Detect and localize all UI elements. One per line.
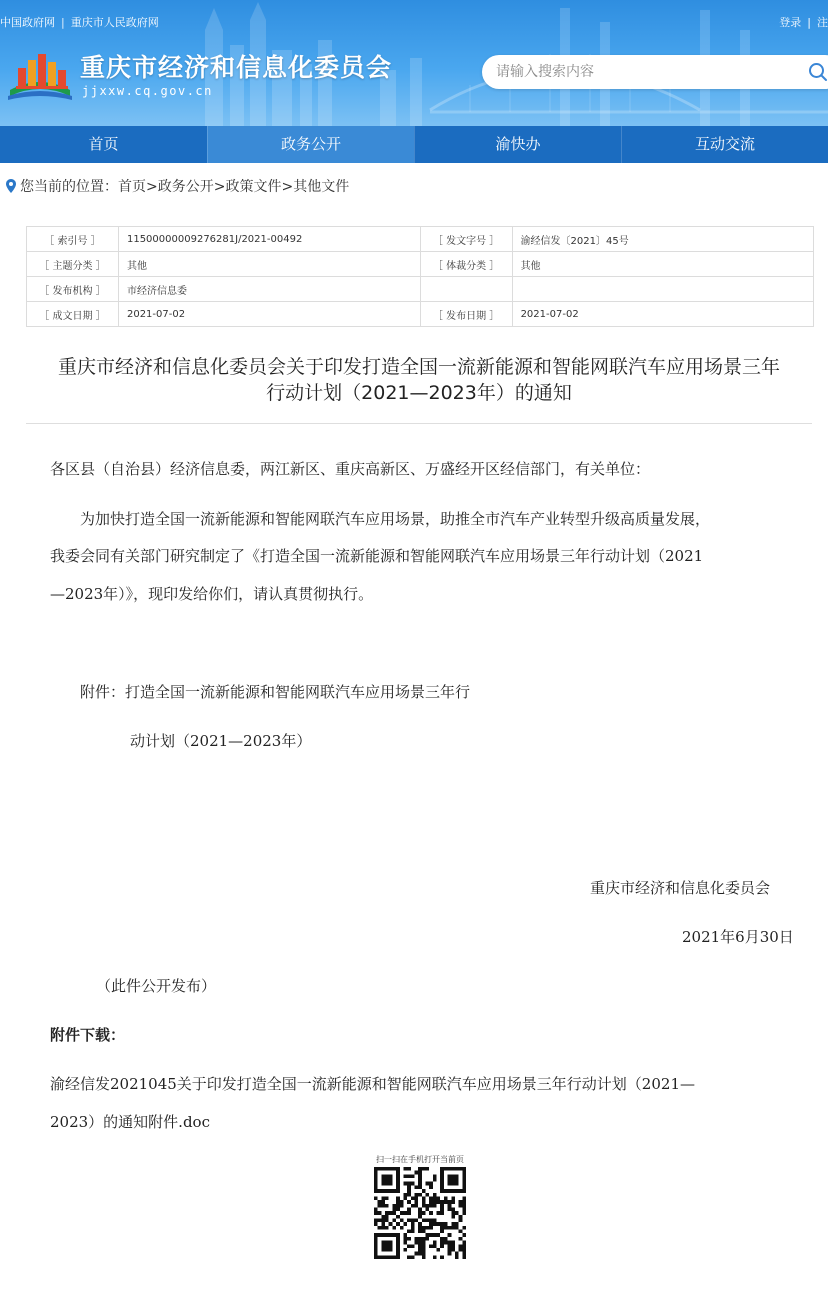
- table-row: [27, 227, 814, 252]
- breadcrumb-separator: >: [213, 179, 226, 195]
- body-paragraph-line: 为加快打造全国一流新能源和智能网联汽车应用场景，助推全市汽车产业转型升级高质量发展，: [80, 510, 711, 528]
- document-title-line: 行动计划（2021—2023年）的通知: [266, 382, 572, 404]
- register-link[interactable]: 注: [817, 16, 828, 29]
- body-paragraph-line: —2023年）》，现印发给你们，请认真贯彻执行。: [50, 585, 374, 603]
- breadcrumb-policy-documents[interactable]: 政策文件: [225, 179, 282, 195]
- qr-code-icon: [374, 1167, 466, 1259]
- breadcrumb-other-documents[interactable]: 其他文件: [293, 179, 350, 195]
- meta-label-written-date: ［ 成文日期 ］: [27, 302, 119, 327]
- meta-value-genre: 其他: [512, 252, 813, 277]
- breadcrumb-label: 您当前的位置：: [20, 179, 118, 195]
- breadcrumb-separator: >: [146, 179, 158, 195]
- meta-label-index-number: ［ 索引号 ］: [27, 227, 119, 252]
- qr-caption: 扫一扫在手机打开当前页: [376, 1155, 464, 1164]
- site-header: [0, 0, 828, 126]
- meta-label-publish-date: ［ 发布日期 ］: [420, 302, 512, 327]
- meta-value-publisher: 市经济信息委: [118, 277, 420, 302]
- attachment-download-link[interactable]: 2023）的通知附件.doc: [50, 1113, 210, 1131]
- publish-note: （此件公开发布）: [96, 977, 217, 995]
- breadcrumb-separator: >: [281, 179, 294, 195]
- breadcrumb-home[interactable]: 首页: [118, 179, 146, 195]
- meta-value-document-number: 渝经信发〔2021〕45号: [512, 227, 813, 252]
- meta-value-publish-date: 2021-07-02: [512, 302, 813, 327]
- breadcrumb: [6, 176, 349, 196]
- location-pin-icon: [6, 179, 16, 193]
- site-title[interactable]: 重庆市经济和信息化委员会: [80, 53, 393, 82]
- attachment-download-link[interactable]: 渝经信发2021045关于印发打造全国一流新能源和智能网联汽车应用场景三年行动计划（2021—: [50, 1075, 695, 1093]
- search-bar: [482, 55, 828, 89]
- meta-label-genre: ［ 体裁分类 ］: [420, 252, 512, 277]
- signature-date: 2021年6月30日: [682, 928, 794, 946]
- meta-empty-cell: [512, 277, 813, 302]
- login-link[interactable]: 登录: [779, 16, 802, 29]
- salutation: 各区县（自治县）经济信息委，两江新区、重庆高新区、万盛经开区经信部门，有关单位：: [50, 460, 651, 478]
- link-cq-gov[interactable]: 重庆市人民政府网: [70, 16, 159, 29]
- attachment-download-heading: 附件下载：: [50, 1026, 126, 1044]
- meta-value-index-number: 11500000009276281J/2021-00492: [118, 227, 420, 252]
- nav-item-yukuaiban[interactable]: 渝快办: [414, 126, 621, 163]
- meta-label-topic: ［ 主题分类 ］: [27, 252, 119, 277]
- document-title-line: 重庆市经济和信息化委员会关于印发打造全国一流新能源和智能网联汽车应用场景三年: [57, 356, 780, 378]
- breadcrumb-government-affairs[interactable]: 政务公开: [157, 179, 214, 195]
- table-row: [27, 302, 814, 327]
- meta-label-document-number: ［ 发文字号 ］: [420, 227, 512, 252]
- main-nav: [0, 126, 828, 163]
- table-row: [27, 277, 814, 302]
- nav-item-interaction[interactable]: 互动交流: [621, 126, 828, 163]
- top-link-divider: |: [61, 16, 65, 29]
- attachment-note-line: 动计划（2021—2023年）: [130, 732, 312, 750]
- table-row: [27, 252, 814, 277]
- meta-value-topic: 其他: [118, 252, 420, 277]
- document-meta-table: [26, 226, 814, 327]
- title-divider: [26, 423, 812, 424]
- nav-item-home[interactable]: 首页: [88, 135, 119, 153]
- top-link-divider: |: [807, 16, 811, 29]
- meta-label-publisher: ［ 发布机构 ］: [27, 277, 119, 302]
- search-icon[interactable]: [808, 62, 828, 82]
- link-gov-cn[interactable]: 中国政府网: [0, 16, 55, 29]
- site-logo-icon[interactable]: [6, 46, 74, 102]
- document-title: [14, 354, 824, 406]
- nav-item-government-affairs[interactable]: 政务公开: [207, 126, 414, 163]
- top-links: [0, 14, 159, 30]
- signature-organization: 重庆市经济和信息化委员会: [590, 879, 771, 897]
- search-input[interactable]: [496, 62, 796, 82]
- meta-value-written-date: 2021-07-02: [118, 302, 420, 327]
- body-paragraph-line: 我委会同有关部门研究制定了《打造全国一流新能源和智能网联汽车应用场景三年行动计划（2021: [50, 547, 704, 565]
- attachment-note-line: 附件：打造全国一流新能源和智能网联汽车应用场景三年行: [80, 683, 471, 701]
- account-links: [773, 14, 828, 30]
- meta-empty-cell: [420, 277, 512, 302]
- site-domain: jjxxw.cq.gov.cn: [82, 84, 213, 98]
